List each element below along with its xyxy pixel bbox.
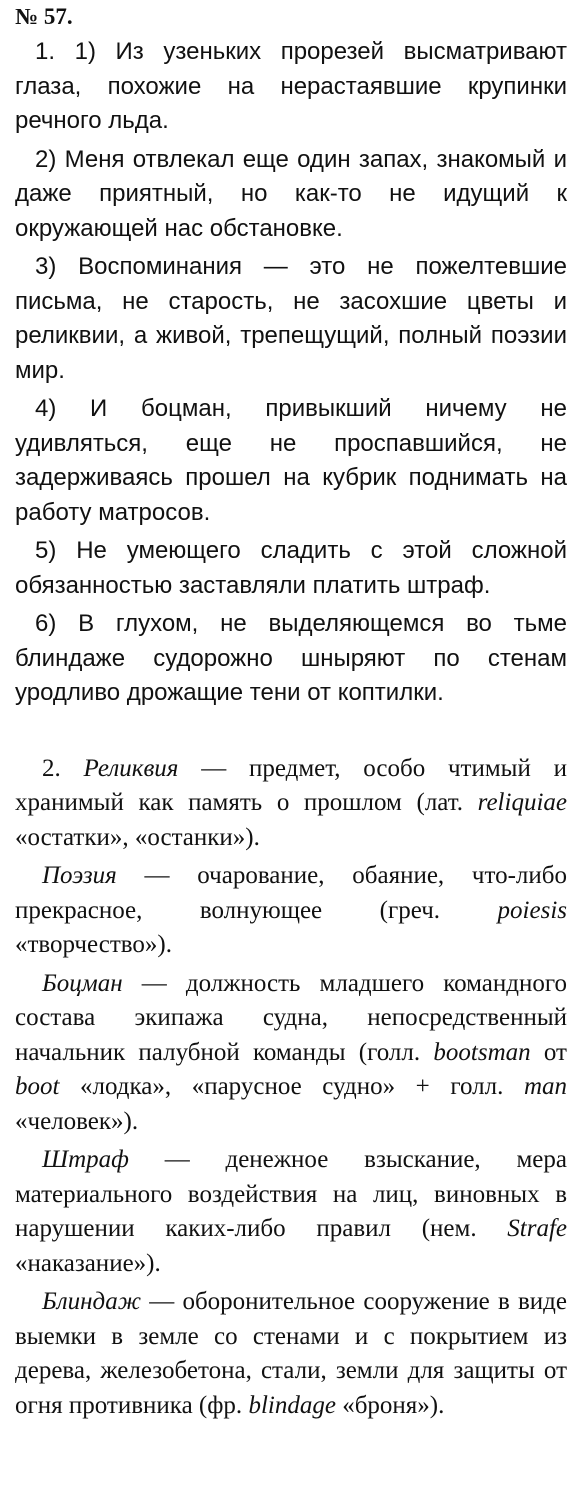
definition-text: — должность младшего командного состава экипажа судна, непосредственный начальник палубной команды (голл.	[15, 969, 567, 1066]
gloss-text: «наказание»).	[15, 1249, 161, 1277]
definition-botsman	[15, 967, 567, 1140]
origin-word: blindage	[248, 1391, 336, 1419]
origin-word: man	[523, 1073, 567, 1100]
sentence-1: 1. 1) Из узеньких прорезей высматривают глаза, похожие на нерастаявшие крупинки речного льда.	[15, 38, 567, 134]
origin-word: boot	[15, 1073, 60, 1100]
origin-word: Strafe	[507, 1215, 567, 1242]
section-number: 2.	[42, 754, 61, 782]
term: Боцман	[42, 969, 123, 997]
sentence-6: 6) В глухом, не выделяющемся во тьме блиндаже судорожно шныряют по стенам уродливо дрожащие тени от коптилки.	[15, 610, 567, 706]
sentences-section	[15, 35, 567, 711]
definitions-section	[15, 752, 567, 1424]
term: Штраф	[42, 1146, 129, 1173]
sentence-4: 4) И боцман, привыкший ничему не удивляться, еще не проспавшийся, не задерживаясь прошел на кубрик поднимать на работу матросов.	[15, 395, 567, 526]
term: Поэзия	[42, 862, 117, 889]
section-gap	[15, 715, 567, 752]
gloss-text: «броня»).	[335, 1391, 445, 1419]
origin-word: reliquiae	[477, 789, 567, 816]
definition-shtraf	[15, 1143, 567, 1281]
term: Блиндаж	[42, 1288, 141, 1315]
connector-text: от	[530, 1038, 567, 1066]
sentence-3: 3) Воспоминания — это не пожелтевшие письма, не старость, не засохшие цветы и реликвии, а живой, трепещущий, полный поэзии мир.	[15, 253, 567, 384]
sentence-2: 2) Меня отвлекал еще один запах, знакомый и даже приятный, но как-то не идущий к окружающей нас обстановке.	[15, 145, 567, 242]
sentence-5: 5) Не умеющего сладить с этой сложной обязанностью заставляли платить штраф.	[15, 537, 567, 599]
origin-word: poiesis	[497, 896, 567, 924]
definition-blindazh	[15, 1285, 567, 1423]
term: Реликвия	[83, 754, 179, 782]
definition-text: — денежное взыскание, мера материального воздействия на лиц, виновных в нарушении каких-либо правил (нем.	[15, 1146, 567, 1242]
definition-text: — предмет, особо чтимый и хранимый как память о прошлом (лат.	[15, 754, 567, 816]
definition-poeziya	[15, 859, 567, 963]
gloss-text: «остатки», «останки»).	[15, 823, 260, 851]
definition-text: — оборонительное сооружение в виде выемки в земле со стенами и с покрытием из дерева, железобетона, стали, земли для защиты от огня противника (фр.	[15, 1288, 567, 1419]
definition-relikviya	[15, 752, 567, 856]
gloss-text: «человек»).	[15, 1107, 139, 1135]
gloss-text: «творчество»).	[15, 931, 172, 958]
exercise-number: № 57.	[15, 4, 73, 29]
definition-text: — очарование, обаяние, что-либо прекрасное, волнующее (греч.	[15, 862, 567, 924]
origin-word: bootsman	[433, 1038, 531, 1066]
connector-text: «лодка», «парусное судно» + голл.	[59, 1073, 524, 1100]
